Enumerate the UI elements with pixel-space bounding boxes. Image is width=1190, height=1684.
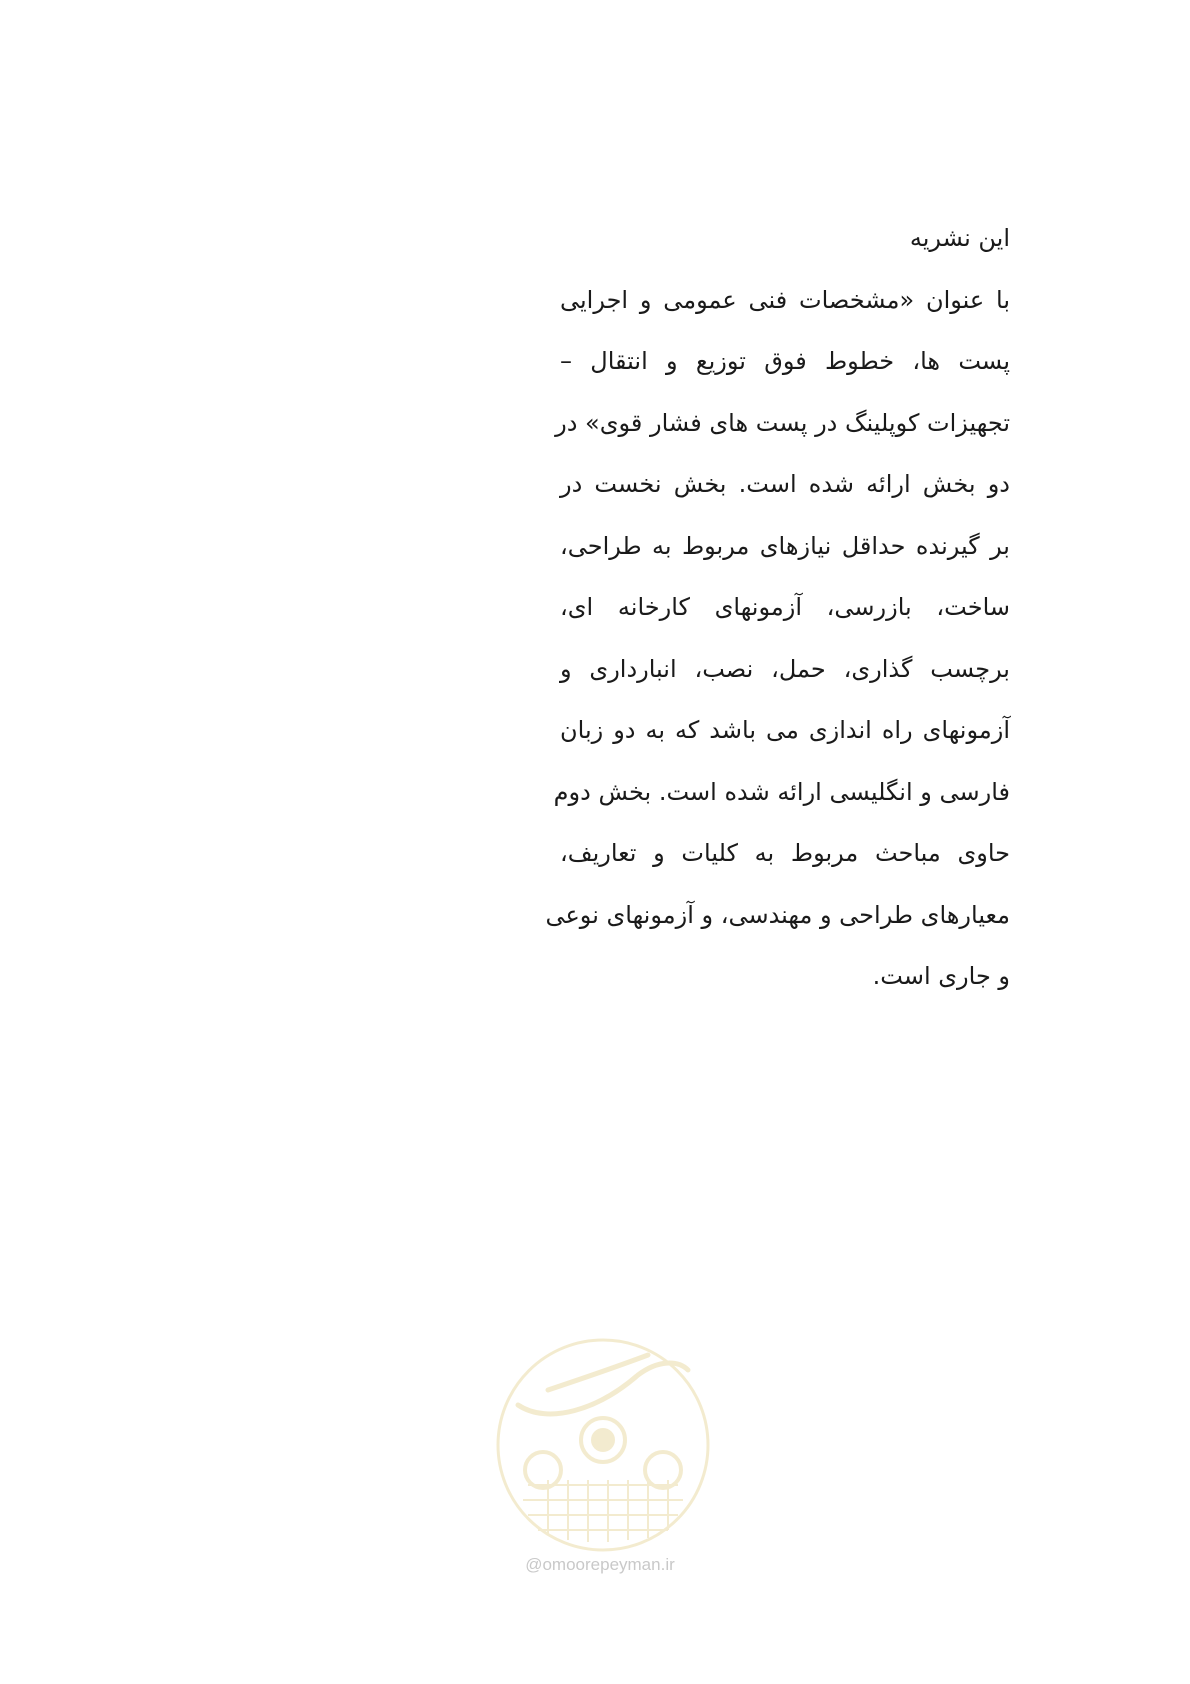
- text-line: فارسی و انگلیسی ارائه شده است. بخش دوم: [553, 777, 1010, 806]
- text-line: با عنوان «مشخصات فنی عمومی و اجرایی: [560, 285, 1010, 314]
- gear-icon: [525, 1418, 681, 1488]
- text-line: تجهیزات کوپلینگ در پست های فشار قوی» در: [555, 408, 1010, 437]
- text-line: حاوی مباحث مربوط به کلیات و تعاریف،: [560, 839, 1010, 867]
- text-line: پست ها، خطوط فوق توزیع و انتقال –: [560, 347, 1010, 375]
- watermark-calligraphy: [518, 1355, 688, 1414]
- text-line: ساخت، بازرسی، آزمونهای کارخانه ای،: [560, 593, 1010, 621]
- text-line: برچسب گذاری، حمل، نصب، انبارداری و: [560, 654, 1010, 683]
- text-line: آزمونهای راه اندازی می باشد که به دو زبان: [560, 716, 1010, 744]
- watermark-handle: @omoorepeyman.ir: [525, 1555, 675, 1574]
- text-line: و جاری است.: [872, 962, 1010, 990]
- text-line: این نشریه: [909, 224, 1010, 252]
- text-line: معیارهای طراحی و مهندسی، و آزمونهای نوعی: [545, 900, 1010, 929]
- watermark-logo: [488, 1330, 718, 1560]
- text-line: بر گیرنده حداقل نیازهای مربوط به طراحی،: [560, 531, 1010, 560]
- publication-description: [545, 208, 1010, 1008]
- text-line: دو بخش ارائه شده است. بخش نخست در: [560, 470, 1010, 498]
